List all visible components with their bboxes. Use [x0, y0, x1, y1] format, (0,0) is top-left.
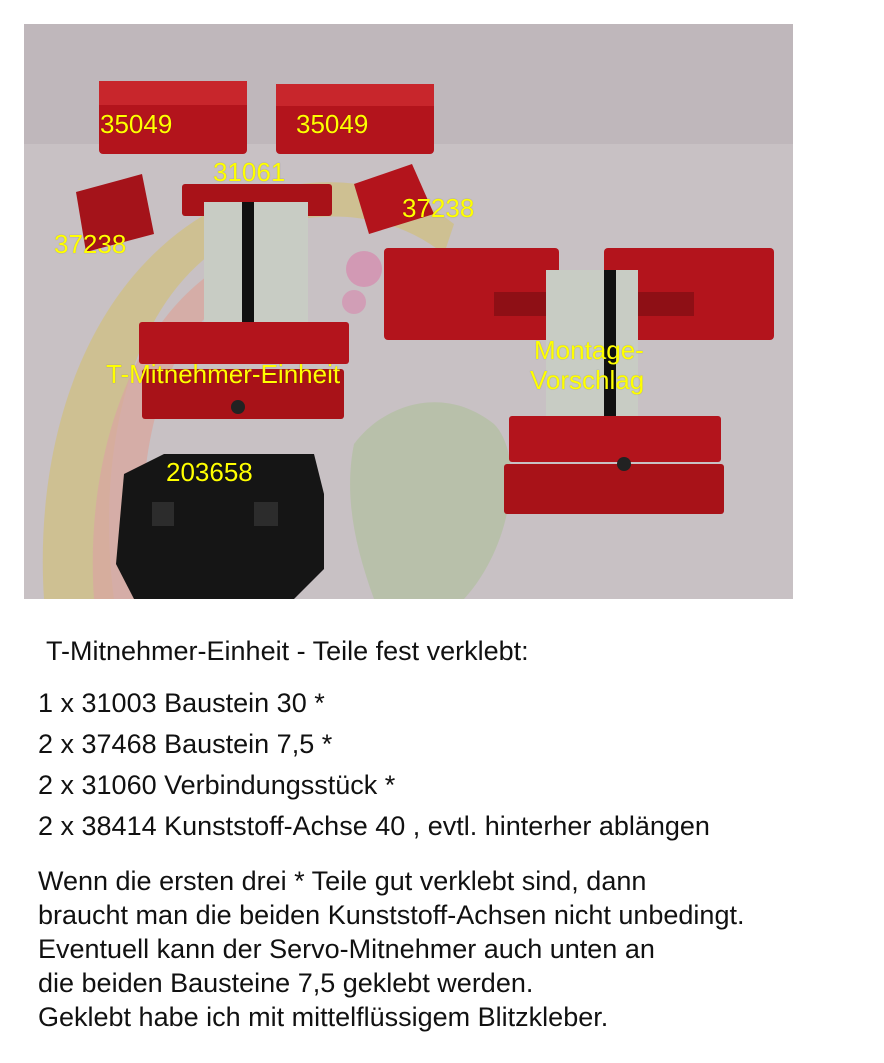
part-line-3: 2 x 31060 Verbindungsstück *	[38, 770, 396, 800]
label-t-mitnehmer-einheit: T-Mitnehmer-Einheit	[106, 359, 341, 389]
label-montage: Montage-	[534, 335, 644, 365]
note-line-5: Geklebt habe ich mit mittelflüssigem Blitzkleber.	[38, 1002, 609, 1032]
axle-gray-t-unit	[204, 202, 308, 327]
label-35049-right: 35049	[296, 109, 369, 139]
brick-assembly-top	[509, 416, 721, 462]
note-line-1: Wenn die ersten drei * Teile gut verklebt sind, dann	[38, 866, 647, 896]
part-line-1: 1 x 31003 Baustein 30 *	[38, 688, 325, 718]
label-vorschlag: Vorschlag	[530, 365, 645, 395]
label-35049-left: 35049	[100, 109, 173, 139]
part-line-2: 2 x 37468 Baustein 7,5 *	[38, 729, 333, 759]
parts-photo	[24, 24, 793, 599]
part-line-4: 2 x 38414 Kunststoff-Achse 40 , evtl. hinterher ablängen	[38, 811, 710, 841]
embroidery-flower	[346, 251, 382, 287]
note-line-3: Eventuell kann der Servo-Mitnehmer auch unten an	[38, 934, 655, 964]
note-line-2: braucht man die beiden Kunststoff-Achsen nicht unbedingt.	[38, 900, 745, 930]
label-37238-left: 37238	[54, 229, 127, 259]
label-37238-right: 37238	[402, 193, 475, 223]
label-31061: 31061	[213, 157, 286, 187]
brick-assembly-bottom	[504, 464, 724, 514]
note-line-4: die beiden Bausteine 7,5 geklebt werden.	[38, 968, 534, 998]
caption-heading: T-Mitnehmer-Einheit - Teile fest verklebt:	[46, 636, 529, 666]
brick-t-unit-top	[139, 322, 349, 364]
label-203658: 203658	[166, 457, 253, 487]
